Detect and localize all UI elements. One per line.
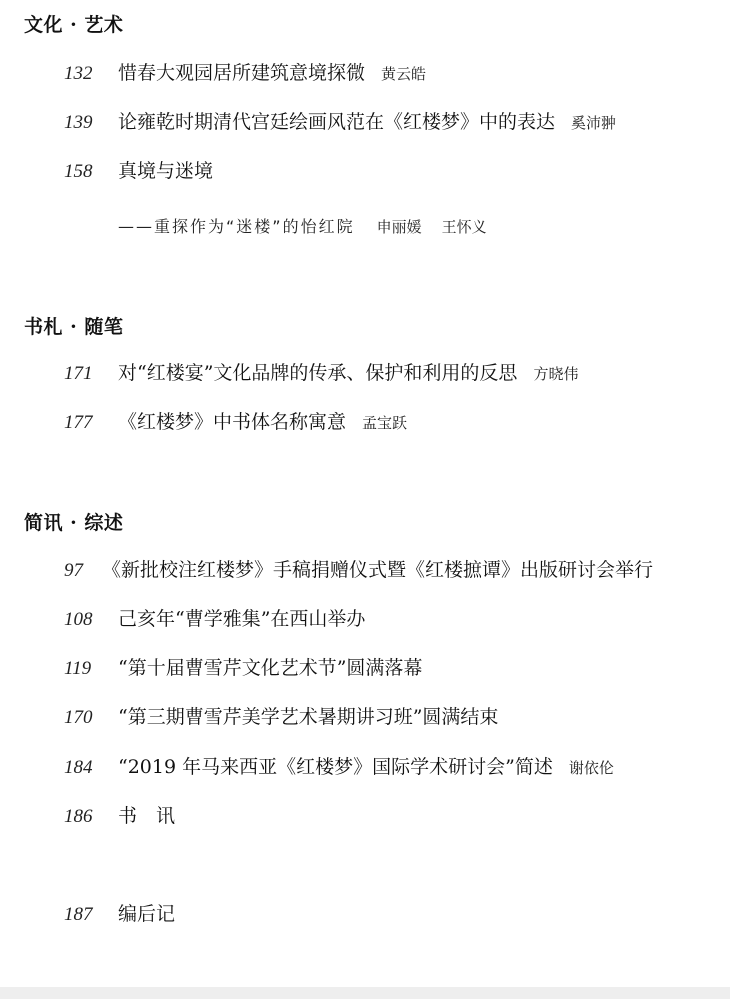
toc-entry[interactable] [64,58,426,88]
page-number: 158 [64,161,93,182]
entry-title: 真境与迷境 [118,160,214,182]
page-number: 184 [64,757,93,778]
entry-title: 对“红楼宴”文化品牌的传承、保护和利用的反思 [118,362,518,384]
page-number: 177 [64,412,93,433]
bottom-bar [0,987,730,999]
entry-title: 惜春大观园居所建筑意境探微 [118,62,366,84]
toc-entry-afterword[interactable] [64,899,175,929]
toc-entry[interactable] [64,752,614,782]
page-number: 139 [64,112,93,133]
entry-title: 书 讯 [118,805,176,827]
entry-title: 《新批校注红楼梦》手稿捐赠仪式暨《红楼摭谭》出版研讨会举行 [102,559,654,581]
entry-title: “第三期曹雪芹美学艺术暑期讲习班”圆满结束 [118,706,499,728]
toc-entry[interactable] [64,358,578,388]
entry-title: “2019 年马来西亚《红楼梦》国际学术研讨会”简述 [118,756,553,778]
entry-author: 方晓伟 [533,365,579,383]
entry-author: 黄云皓 [381,65,427,83]
toc-entry[interactable] [64,801,175,831]
section-title-letters-essays: 书札 · 随笔 [24,316,124,338]
toc-entry[interactable] [64,555,653,585]
toc-entry[interactable] [64,156,213,186]
entry-title: 己亥年“曹学雅集”在西山举办 [118,608,366,630]
section-title-culture-art: 文化 · 艺术 [24,14,124,36]
toc-entry[interactable] [64,653,422,683]
page-number: 119 [64,658,92,679]
toc-entry[interactable] [64,407,407,437]
toc-entry-subtitle-line [118,214,487,237]
page-number: 171 [64,363,93,384]
page-number: 97 [64,560,83,581]
entry-subtitle: ——重探作为“迷楼”的怡红院 [118,217,355,236]
entry-author: 奚沛翀 [571,114,617,132]
page-number: 108 [64,609,93,630]
section-title-news-review: 简讯 · 综述 [24,512,124,534]
entry-title: 论雍乾时期清代宫廷绘画风范在《红楼梦》中的表达 [118,111,556,133]
toc-entry[interactable] [64,107,616,137]
toc-entry[interactable] [64,604,365,634]
page-number: 187 [64,904,93,925]
entry-author-second: 王怀义 [441,218,487,236]
page-number: 170 [64,707,93,728]
page-number: 186 [64,806,93,827]
entry-author: 谢依伦 [568,759,614,777]
entry-title: 《红楼梦》中书体名称寓意 [118,411,347,433]
entry-title: 编后记 [118,903,176,925]
toc-entry[interactable] [64,702,498,732]
page-number: 132 [64,63,93,84]
entry-title: “第十届曹雪芹文化艺术节”圆满落幕 [118,657,423,679]
entry-author: 申丽媛 [376,218,422,236]
entry-author: 孟宝跃 [362,414,408,432]
